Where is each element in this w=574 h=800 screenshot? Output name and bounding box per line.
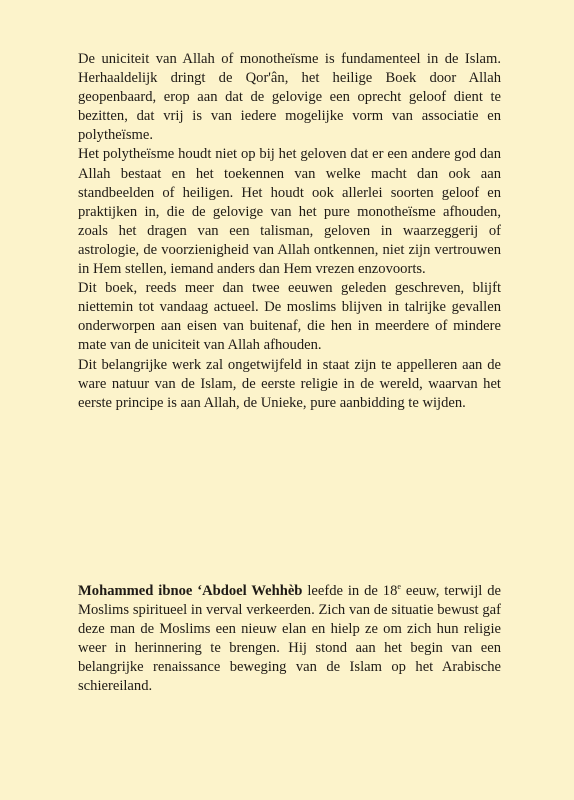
author-bio-text-end: eeuw, terwijl de Moslims spiritueel in verval verkeerden. Zich van de situatie bewust gaf deze man de Moslims een nieuw elan en hielp ze om zich hun religie weer in herinnering te brengen. Hij stond aan het begin van een belangrijke renaissance beweging van de Islam op het Arabische schiereiland. xyxy=(78,583,501,695)
author-bio-block xyxy=(78,582,501,697)
intro-paragraph-1: De uniciteit van Allah of monotheïsme is fundamenteel in de Islam. Herhaaldelijk dringt de Qor'ân, het heilige Boek door Allah geopenbaard, erop aan dat de gelovige een oprecht geloof dient te bezitten, dat vrij is van iedere mogelijke vorm van associatie en polytheïsme. xyxy=(78,51,501,144)
intro-paragraph-3: Dit boek, reeds meer dan twee eeuwen geleden geschreven, blijft niettemin tot vandaag actueel. De moslims blijven in talrijke gevallen onderworpen aan eisen van buitenaf, die hen in meerdere of mindere mate van de uniciteit van Allah afhouden. xyxy=(78,280,501,354)
author-name: Mohammed ibnoe ‘Abdoel Wehhèb xyxy=(78,583,303,599)
intro-paragraph-4: Dit belangrijke werk zal ongetwijfeld in staat zijn te appelleren aan de ware natuur van de Islam, de eerste religie in de wereld, waarvan het eerste principe is aan Allah, de Unieke, pure aanbidding te wijden. xyxy=(78,356,501,411)
author-bio-paragraph xyxy=(78,582,501,697)
author-bio-text-start: leefde in de 18 xyxy=(302,583,398,599)
intro-paragraph-2: Het polytheïsme houdt niet op bij het geloven dat er een andere god dan Allah bestaat en het toekennen van welke macht dan ook aan standbeelden of heiligen. Het houdt ook allerlei soorten geloof en praktijken in, die de gelovige van het pure monotheïsme afhouden, zoals het dragen van een talisman, geloven in waarzeggerij of astrologie, de voorzienigheid van Allah ontkennen, niet zijn vertrouwen in Hem stellen, iemand anders dan Hem vrezen enzovoorts. xyxy=(78,146,501,278)
ordinal-suffix: e xyxy=(397,582,401,592)
intro-text-block xyxy=(78,50,501,413)
